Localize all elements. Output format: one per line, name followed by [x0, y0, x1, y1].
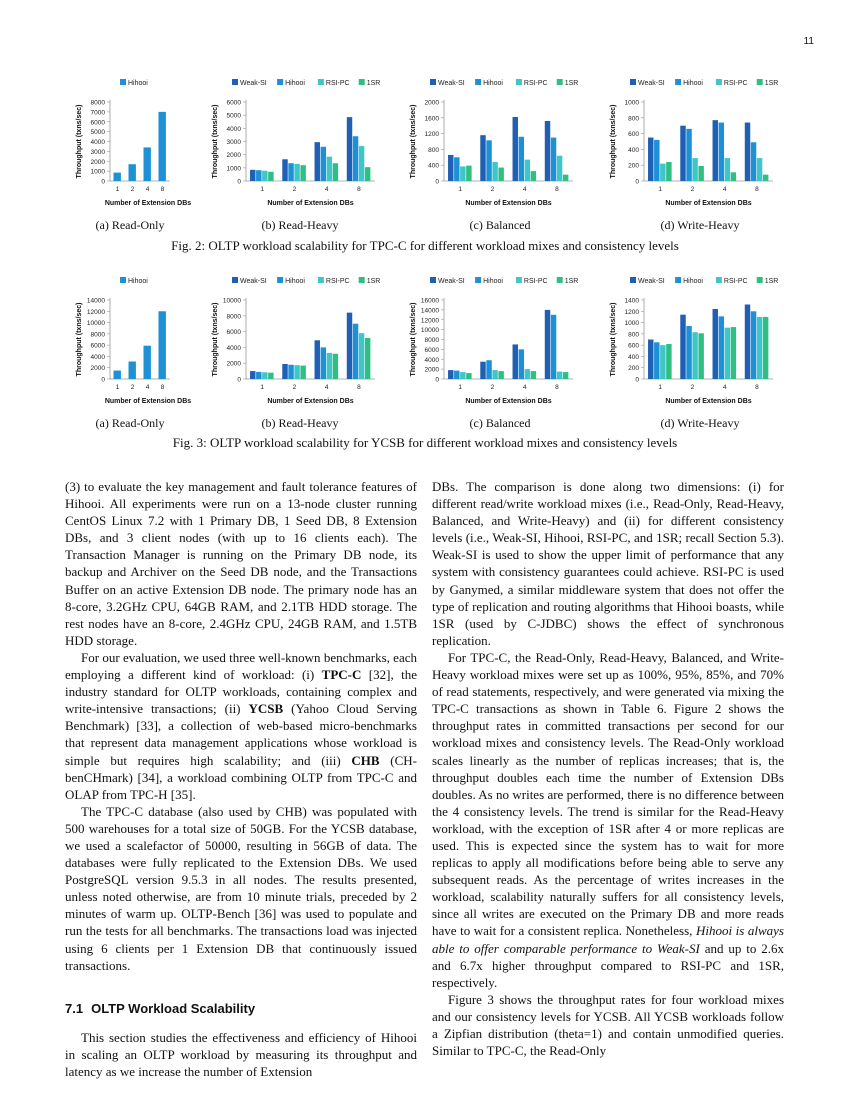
bar	[250, 170, 255, 181]
bar	[654, 342, 659, 379]
legend-swatch	[716, 79, 722, 85]
x-tick-label: 8	[357, 384, 361, 391]
paragraph: (3) to evaluate the key management and fault tolerance features of Hihooi. All experiments were run on a 13-node cluster running CentOS Linux 7.2 with 1 Primary DB, 1 Seed DB, 8 Extension DBs, and 3 client nodes (with up to 16 clients each). The Transaction Manager is running on the Primary DB node, its backup and Archiver on the Seed DB node, and the Transactions Buffer on an active Extension DB node. The primary node has an 8-core, 3.2GHz CPU, 64GB RAM, and 2.1TB HDD storage. The rest nodes have an 8-core, 2.4GHz CPU, 24GB RAM, and 1.5TB HDD storage.	[65, 479, 417, 648]
legend-swatch	[430, 79, 436, 85]
y-tick-label: 0	[435, 376, 439, 384]
bar	[731, 172, 736, 181]
legend-swatch	[675, 277, 681, 283]
bar	[563, 372, 568, 379]
bar	[531, 371, 536, 379]
paragraph: This section studies the effectiveness and efficiency of Hihooi in scaling an OLTP workload by measuring its throughput and latency as we increase the number of Extension	[65, 1029, 417, 1079]
bar	[448, 370, 453, 379]
bar	[686, 129, 691, 181]
section-heading: 7.1 OLTP Workload Scalability	[65, 1000, 256, 1016]
legend-label: RSI-PC	[723, 80, 748, 87]
y-tick-label: 2000	[226, 152, 241, 160]
y-tick-label: 12000	[86, 308, 105, 316]
fig2-chart-b	[210, 70, 381, 207]
bar	[144, 346, 151, 379]
bar	[256, 170, 261, 181]
x-tick-label: 2	[292, 186, 297, 193]
bar	[666, 344, 671, 379]
x-tick-label: 8	[755, 384, 759, 391]
legend-label: Hihooi	[128, 278, 148, 285]
x-tick-label: 2	[130, 384, 135, 391]
legend-swatch	[716, 277, 722, 283]
bar	[333, 163, 338, 181]
legend-label: Hihooi	[483, 80, 503, 87]
y-tick-label: 1600	[424, 115, 439, 123]
legend-label: RSI-PC	[325, 80, 350, 87]
legend-swatch	[630, 79, 636, 85]
y-tick-label: 4000	[424, 356, 439, 364]
bar	[545, 310, 550, 379]
bar	[525, 369, 530, 379]
fig2-chart-d	[608, 70, 779, 207]
bar	[262, 171, 267, 181]
bar	[300, 366, 305, 379]
y-tick-label: 6000	[424, 346, 439, 354]
legend-label: 1SR	[764, 278, 779, 285]
fig3-subcaption-a: (a) Read-Only	[95, 416, 165, 430]
legend-swatch	[232, 277, 238, 283]
x-axis-label: Number of Extension DBs	[104, 398, 192, 405]
bar	[268, 172, 273, 181]
bar	[719, 316, 724, 379]
bar	[359, 146, 364, 181]
y-tick-label: 0	[101, 178, 105, 186]
bar	[327, 353, 332, 379]
bar	[460, 372, 465, 379]
page-number: 11	[803, 36, 814, 47]
bar	[454, 371, 459, 379]
x-tick-label: 2	[690, 384, 695, 391]
legend-label: Weak-SI	[240, 80, 267, 87]
y-tick-label: 0	[435, 178, 439, 186]
x-tick-label: 4	[522, 384, 527, 391]
x-tick-label: 4	[722, 186, 727, 193]
x-axis-label: Number of Extension DBs	[465, 398, 552, 405]
y-tick-label: 0	[635, 178, 639, 186]
bar	[250, 371, 255, 379]
paragraph: Figure 3 shows the throughput rates for four workload mixes and our consistency levels for YCSB. All YCSB workloads follow a Zipfian distribution (theta=1) and contain unmodified queries. Similar to TPC-C, the Read-Only	[432, 991, 784, 1059]
bar	[129, 362, 136, 379]
y-tick-label: 1200	[624, 308, 639, 316]
legend-swatch	[516, 277, 522, 283]
legend-swatch	[277, 277, 283, 283]
y-axis-label: Throughput (txns/sec)	[76, 302, 83, 377]
legend-label: Hihooi	[285, 80, 305, 87]
x-tick-label: 4	[722, 384, 727, 391]
fig2-subcaption-d: (d) Write-Heavy	[660, 218, 740, 232]
paragraph: The TPC-C database (also used by CHB) was populated with 500 warehouses for a total size of 50GB. For the YCSB database, we used a scalefactor of 50000, resulting in 56GB of data. The databases were fully replicated to the Extension DBs. We used PostgreSQL version 9.5.3 in all nodes. The results presented, unless noted otherwise, are from 10 minute trials, preceded by 2 minutes of warm up. OLTP-Bench [36] was used to populate and run the tests for all benchmarks. The transactions load was injected using 6 clients per 1 Extension DB that continuously issued transactions.	[65, 803, 417, 973]
x-axis-label: Number of Extension DBs	[665, 398, 752, 405]
bar	[288, 365, 293, 379]
legend-label: Hihooi	[683, 80, 703, 87]
legend-swatch	[757, 79, 763, 85]
paragraph: For TPC-C, the Read-Only, Read-Heavy, Balanced, and Write-Heavy workload mixes were set up as 100%, 95%, 85%, and 70% of read statements, respectively, and were generated via mixing the TPC-C transactions as shown in Table 6. Figure 2 shows the throughput rates in committed transactions per second for our workload mixes and consistency levels. The Read-Only workload scales linearly as the number of replicas increases; that is, the throughput doubles each time the number of Extension DBs doubles. As no writes are performed, there is no difference between the 4 consistency levels. The trend is similar for the Read-Heavy workload, with the exception of 1SR after 4 or more replicas are used. This is expected since the system has to wait for more replicas to apply all modifications before being able to serve any subsequent reads. As the percentage of writes increases in the workload, scalability naturally suffers for all consistency levels, since all writes are executed on the Primary DB and more reads have to wait for a consistent replica. Nonetheless, Hihooi is always able to offer comparable performance to Weak-SI and up to 2.6x and 6.7x higher throughput compared to RSI-PC and 1SR, respectively.	[432, 649, 784, 990]
x-tick-label: 1	[115, 384, 120, 391]
bar	[129, 164, 136, 181]
x-tick-label: 4	[145, 384, 150, 391]
bar	[648, 340, 653, 380]
fig3-subcaption-d: (d) Write-Heavy	[660, 416, 740, 430]
legend-swatch	[359, 79, 365, 85]
legend-label: Hihooi	[683, 278, 703, 285]
y-tick-label: 16000	[420, 297, 439, 305]
legend-swatch	[277, 79, 283, 85]
fig2-caption: Fig. 2: OLTP workload scalability for TPC-C for different workload mixes and consistency levels	[171, 238, 679, 253]
bar	[448, 155, 453, 181]
bar	[359, 333, 364, 379]
y-tick-label: 8000	[424, 337, 439, 344]
x-tick-label: 4	[522, 186, 527, 193]
bar	[680, 315, 685, 379]
x-tick-label: 1	[658, 384, 662, 391]
y-tick-label: 0	[237, 376, 241, 384]
x-tick-label: 8	[160, 186, 165, 193]
y-tick-label: 4000	[226, 344, 241, 352]
bar	[751, 311, 756, 379]
bar	[486, 360, 491, 379]
bar	[545, 121, 550, 181]
y-axis-label: Throughput (txns/sec)	[212, 302, 219, 377]
legend-label: Weak-SI	[638, 80, 665, 87]
bar	[365, 167, 370, 181]
bar	[347, 117, 352, 181]
y-tick-label: 0	[635, 376, 639, 384]
right-column	[432, 478, 784, 1059]
bar	[698, 166, 703, 181]
x-tick-label: 8	[160, 384, 165, 391]
legend-label: 1SR	[564, 80, 579, 87]
y-tick-label: 3000	[90, 148, 105, 156]
bar	[262, 372, 267, 379]
bar	[294, 365, 299, 379]
y-axis-label: Throughput (txns/sec)	[410, 302, 417, 377]
bar	[557, 372, 562, 379]
bar	[353, 136, 358, 181]
bar	[480, 362, 485, 379]
x-tick-label: 2	[490, 384, 495, 391]
legend-swatch	[475, 277, 481, 283]
y-tick-label: 400	[628, 353, 639, 361]
bar	[460, 166, 465, 181]
legend-label: RSI-PC	[723, 278, 748, 285]
bar	[525, 160, 530, 181]
bar	[321, 147, 326, 181]
x-tick-label: 1	[458, 384, 462, 391]
bar	[692, 332, 697, 379]
bar	[353, 324, 358, 379]
bar	[315, 142, 320, 181]
bar	[300, 165, 305, 181]
x-axis-label: Number of Extension DBs	[665, 200, 752, 207]
x-axis-label: Number of Extension DBs	[267, 398, 354, 405]
bar	[315, 340, 320, 379]
y-tick-label: 400	[628, 146, 639, 154]
y-tick-label: 2000	[90, 158, 105, 166]
bar	[347, 313, 352, 379]
legend-swatch	[675, 79, 681, 85]
bar	[660, 164, 665, 181]
y-tick-label: 7000	[90, 109, 105, 117]
left-column	[65, 478, 417, 1080]
bar	[666, 162, 671, 181]
y-tick-label: 1000	[90, 168, 105, 176]
fig3-subcaption-c: (c) Balanced	[469, 416, 531, 430]
bar	[725, 328, 730, 379]
bar	[321, 347, 326, 379]
bar	[745, 305, 750, 379]
legend-label: 1SR	[366, 80, 381, 87]
bar	[563, 175, 568, 181]
bar	[466, 373, 471, 379]
bar	[513, 344, 518, 379]
legend-swatch	[232, 79, 238, 85]
bar	[551, 315, 556, 379]
y-tick-label: 2000	[90, 365, 105, 373]
bar	[486, 140, 491, 181]
legend-swatch	[630, 277, 636, 283]
y-axis-label: Throughput (txns/sec)	[610, 302, 617, 377]
bar	[256, 372, 261, 379]
bar	[713, 309, 718, 379]
x-axis-label: Number of Extension DBs	[267, 200, 354, 207]
y-tick-label: 6000	[226, 329, 241, 337]
y-tick-label: 8000	[90, 331, 105, 339]
bar	[731, 327, 736, 379]
legend-swatch	[318, 79, 324, 85]
fig2-subcaption-a: (a) Read-Only	[95, 218, 165, 232]
x-tick-label: 8	[555, 384, 559, 391]
y-tick-label: 2000	[226, 360, 241, 368]
bar	[660, 345, 665, 379]
legend-label: Weak-SI	[240, 278, 267, 285]
y-tick-label: 10000	[222, 297, 241, 305]
bar	[454, 157, 459, 181]
y-axis-label: Throughput (txns/sec)	[610, 104, 617, 179]
fig3-caption: Fig. 3: OLTP workload scalability for YCSB for different workload mixes and consistency levels	[172, 435, 678, 450]
y-tick-label: 8000	[90, 99, 105, 107]
y-tick-label: 1000	[226, 165, 241, 173]
y-tick-label: 8000	[226, 313, 241, 321]
y-tick-label: 600	[628, 131, 639, 139]
bar	[557, 156, 562, 181]
y-tick-label: 2000	[424, 99, 439, 107]
y-axis-label: Throughput (txns/sec)	[76, 104, 83, 179]
bar	[365, 338, 370, 379]
bar	[114, 173, 121, 181]
bar	[757, 317, 762, 379]
legend-label: Hihooi	[285, 278, 305, 285]
bar	[282, 159, 287, 181]
y-axis-label: Throughput (txns/sec)	[212, 104, 219, 179]
x-tick-label: 1	[658, 186, 662, 193]
y-tick-label: 1000	[624, 99, 639, 107]
legend-label: Hihooi	[128, 80, 148, 87]
legend-label: 1SR	[366, 278, 381, 285]
fig3-subcaption-b: (b) Read-Heavy	[261, 416, 339, 430]
x-axis-label: Number of Extension DBs	[104, 200, 192, 207]
y-tick-label: 400	[428, 162, 439, 170]
bar	[757, 158, 762, 181]
bar	[159, 311, 166, 379]
fig2-subcaption-b: (b) Read-Heavy	[261, 218, 339, 232]
legend-label: 1SR	[564, 278, 579, 285]
legend-label: Weak-SI	[638, 278, 665, 285]
bar	[551, 138, 556, 181]
y-tick-label: 2000	[424, 366, 439, 374]
bar	[492, 162, 497, 181]
y-tick-label: 1200	[424, 131, 439, 139]
fig2-chart-c	[408, 70, 579, 207]
bar	[114, 371, 121, 379]
bar	[713, 120, 718, 181]
y-tick-label: 1400	[624, 297, 639, 305]
legend-swatch	[359, 277, 365, 283]
fig3-chart-b	[210, 268, 381, 405]
legend-label: RSI-PC	[325, 278, 350, 285]
y-tick-label: 200	[628, 162, 639, 170]
x-tick-label: 8	[755, 186, 759, 193]
bar	[763, 175, 768, 181]
x-tick-label: 1	[260, 186, 264, 193]
x-tick-label: 4	[145, 186, 150, 193]
y-tick-label: 5000	[226, 112, 241, 120]
bar	[480, 135, 485, 181]
y-tick-label: 200	[628, 365, 639, 373]
bar	[531, 171, 536, 181]
bar	[288, 163, 293, 181]
legend-label: RSI-PC	[523, 278, 548, 285]
y-tick-label: 6000	[90, 119, 105, 127]
bar	[513, 117, 518, 181]
x-tick-label: 4	[324, 384, 329, 391]
y-tick-label: 14000	[86, 297, 105, 305]
y-tick-label: 0	[101, 376, 105, 384]
y-tick-label: 1000	[624, 320, 639, 328]
bar	[282, 364, 287, 379]
bar	[333, 354, 338, 379]
bar	[519, 349, 524, 379]
y-tick-label: 12000	[420, 317, 439, 325]
bar	[519, 137, 524, 181]
fig2-subcaption-c: (c) Balanced	[469, 218, 531, 232]
paragraph: DBs. The comparison is done along two dimensions: (i) for different read/write workload mixes (i.e., Read-Only, Read-Heavy, Balanced, and Write-Heavy) and (ii) for different consistency levels (i.e., Weak-SI, Hihooi, RSI-PC, and 1SR; recall Section 5.3). Weak-SI is used to show the upper limit of performance that any system with consistency guarantees could achieve. RSI-PC is used by Ganymed, a similar middleware system that does not offer the type of replication and routing algorithms that Hihooi boasts, while 1SR (used by C-JDBC) shows the effect of synchronous replication.	[432, 479, 784, 648]
y-tick-label: 4000	[90, 353, 105, 361]
y-tick-label: 3000	[226, 139, 241, 146]
legend-label: Weak-SI	[438, 80, 465, 87]
x-tick-label: 8	[357, 186, 361, 193]
x-tick-label: 1	[260, 384, 264, 391]
bar	[294, 164, 299, 181]
y-tick-label: 10000	[86, 320, 105, 328]
bar	[492, 370, 497, 379]
legend-swatch	[430, 277, 436, 283]
bar	[698, 333, 703, 379]
bar	[680, 126, 685, 181]
legend-swatch	[318, 277, 324, 283]
legend-label: Weak-SI	[438, 278, 465, 285]
bar	[648, 138, 653, 181]
x-tick-label: 2	[130, 186, 135, 193]
bar	[725, 158, 730, 181]
bar	[327, 157, 332, 181]
y-tick-label: 5000	[90, 129, 105, 137]
bar	[466, 166, 471, 181]
legend-swatch	[120, 277, 126, 283]
x-tick-label: 2	[690, 186, 695, 193]
y-tick-label: 14000	[420, 307, 439, 315]
y-tick-label: 600	[628, 342, 639, 350]
bar	[719, 123, 724, 181]
bar	[498, 371, 503, 379]
legend-label: RSI-PC	[523, 80, 548, 87]
legend-swatch	[757, 277, 763, 283]
legend-swatch	[557, 79, 563, 85]
x-tick-label: 4	[324, 186, 329, 193]
x-tick-label: 2	[490, 186, 495, 193]
bar	[745, 123, 750, 181]
y-tick-label: 800	[628, 115, 639, 123]
y-tick-label: 800	[428, 146, 439, 154]
bar	[763, 317, 768, 379]
bar	[268, 373, 273, 379]
legend-label: 1SR	[764, 80, 779, 87]
x-tick-label: 8	[555, 186, 559, 193]
bar	[654, 140, 659, 181]
y-tick-label: 4000	[226, 125, 241, 133]
paragraph: For our evaluation, we used three well-known benchmarks, each employing a different kind of workload: (i) TPC-C [32], the industry standard for OLTP workloads, containing complex and write-intensive transactions; (ii) YCSB (Yahoo Cloud Serving Benchmark) [33], a collection of web-based micro-benchmarks that represent data management applications whose workload is simple but requires high scalability; and (iii) CHB (CH-benCHmark) [34], a workload combining OLTP from TPC-C and OLAP from TPC-H [35].	[65, 649, 418, 802]
fig3-chart-d	[608, 268, 779, 405]
y-tick-label: 0	[237, 178, 241, 186]
y-tick-label: 6000	[226, 99, 241, 107]
x-tick-label: 1	[458, 186, 462, 193]
legend-swatch	[120, 79, 126, 85]
bar	[498, 168, 503, 181]
bar	[144, 147, 151, 181]
legend-swatch	[557, 277, 563, 283]
x-tick-label: 2	[292, 384, 297, 391]
y-tick-label: 4000	[90, 139, 105, 146]
y-tick-label: 800	[628, 331, 639, 339]
bar	[159, 112, 166, 181]
x-axis-label: Number of Extension DBs	[465, 200, 552, 207]
legend-swatch	[516, 79, 522, 85]
bar	[686, 326, 691, 379]
x-tick-label: 1	[115, 186, 120, 193]
fig3-chart-c	[408, 268, 579, 405]
y-tick-label: 6000	[90, 342, 105, 350]
legend-swatch	[475, 79, 481, 85]
bar	[692, 158, 697, 181]
legend-label: Hihooi	[483, 278, 503, 285]
y-axis-label: Throughput (txns/sec)	[410, 104, 417, 179]
y-tick-label: 10000	[420, 327, 439, 335]
bar	[751, 142, 756, 181]
